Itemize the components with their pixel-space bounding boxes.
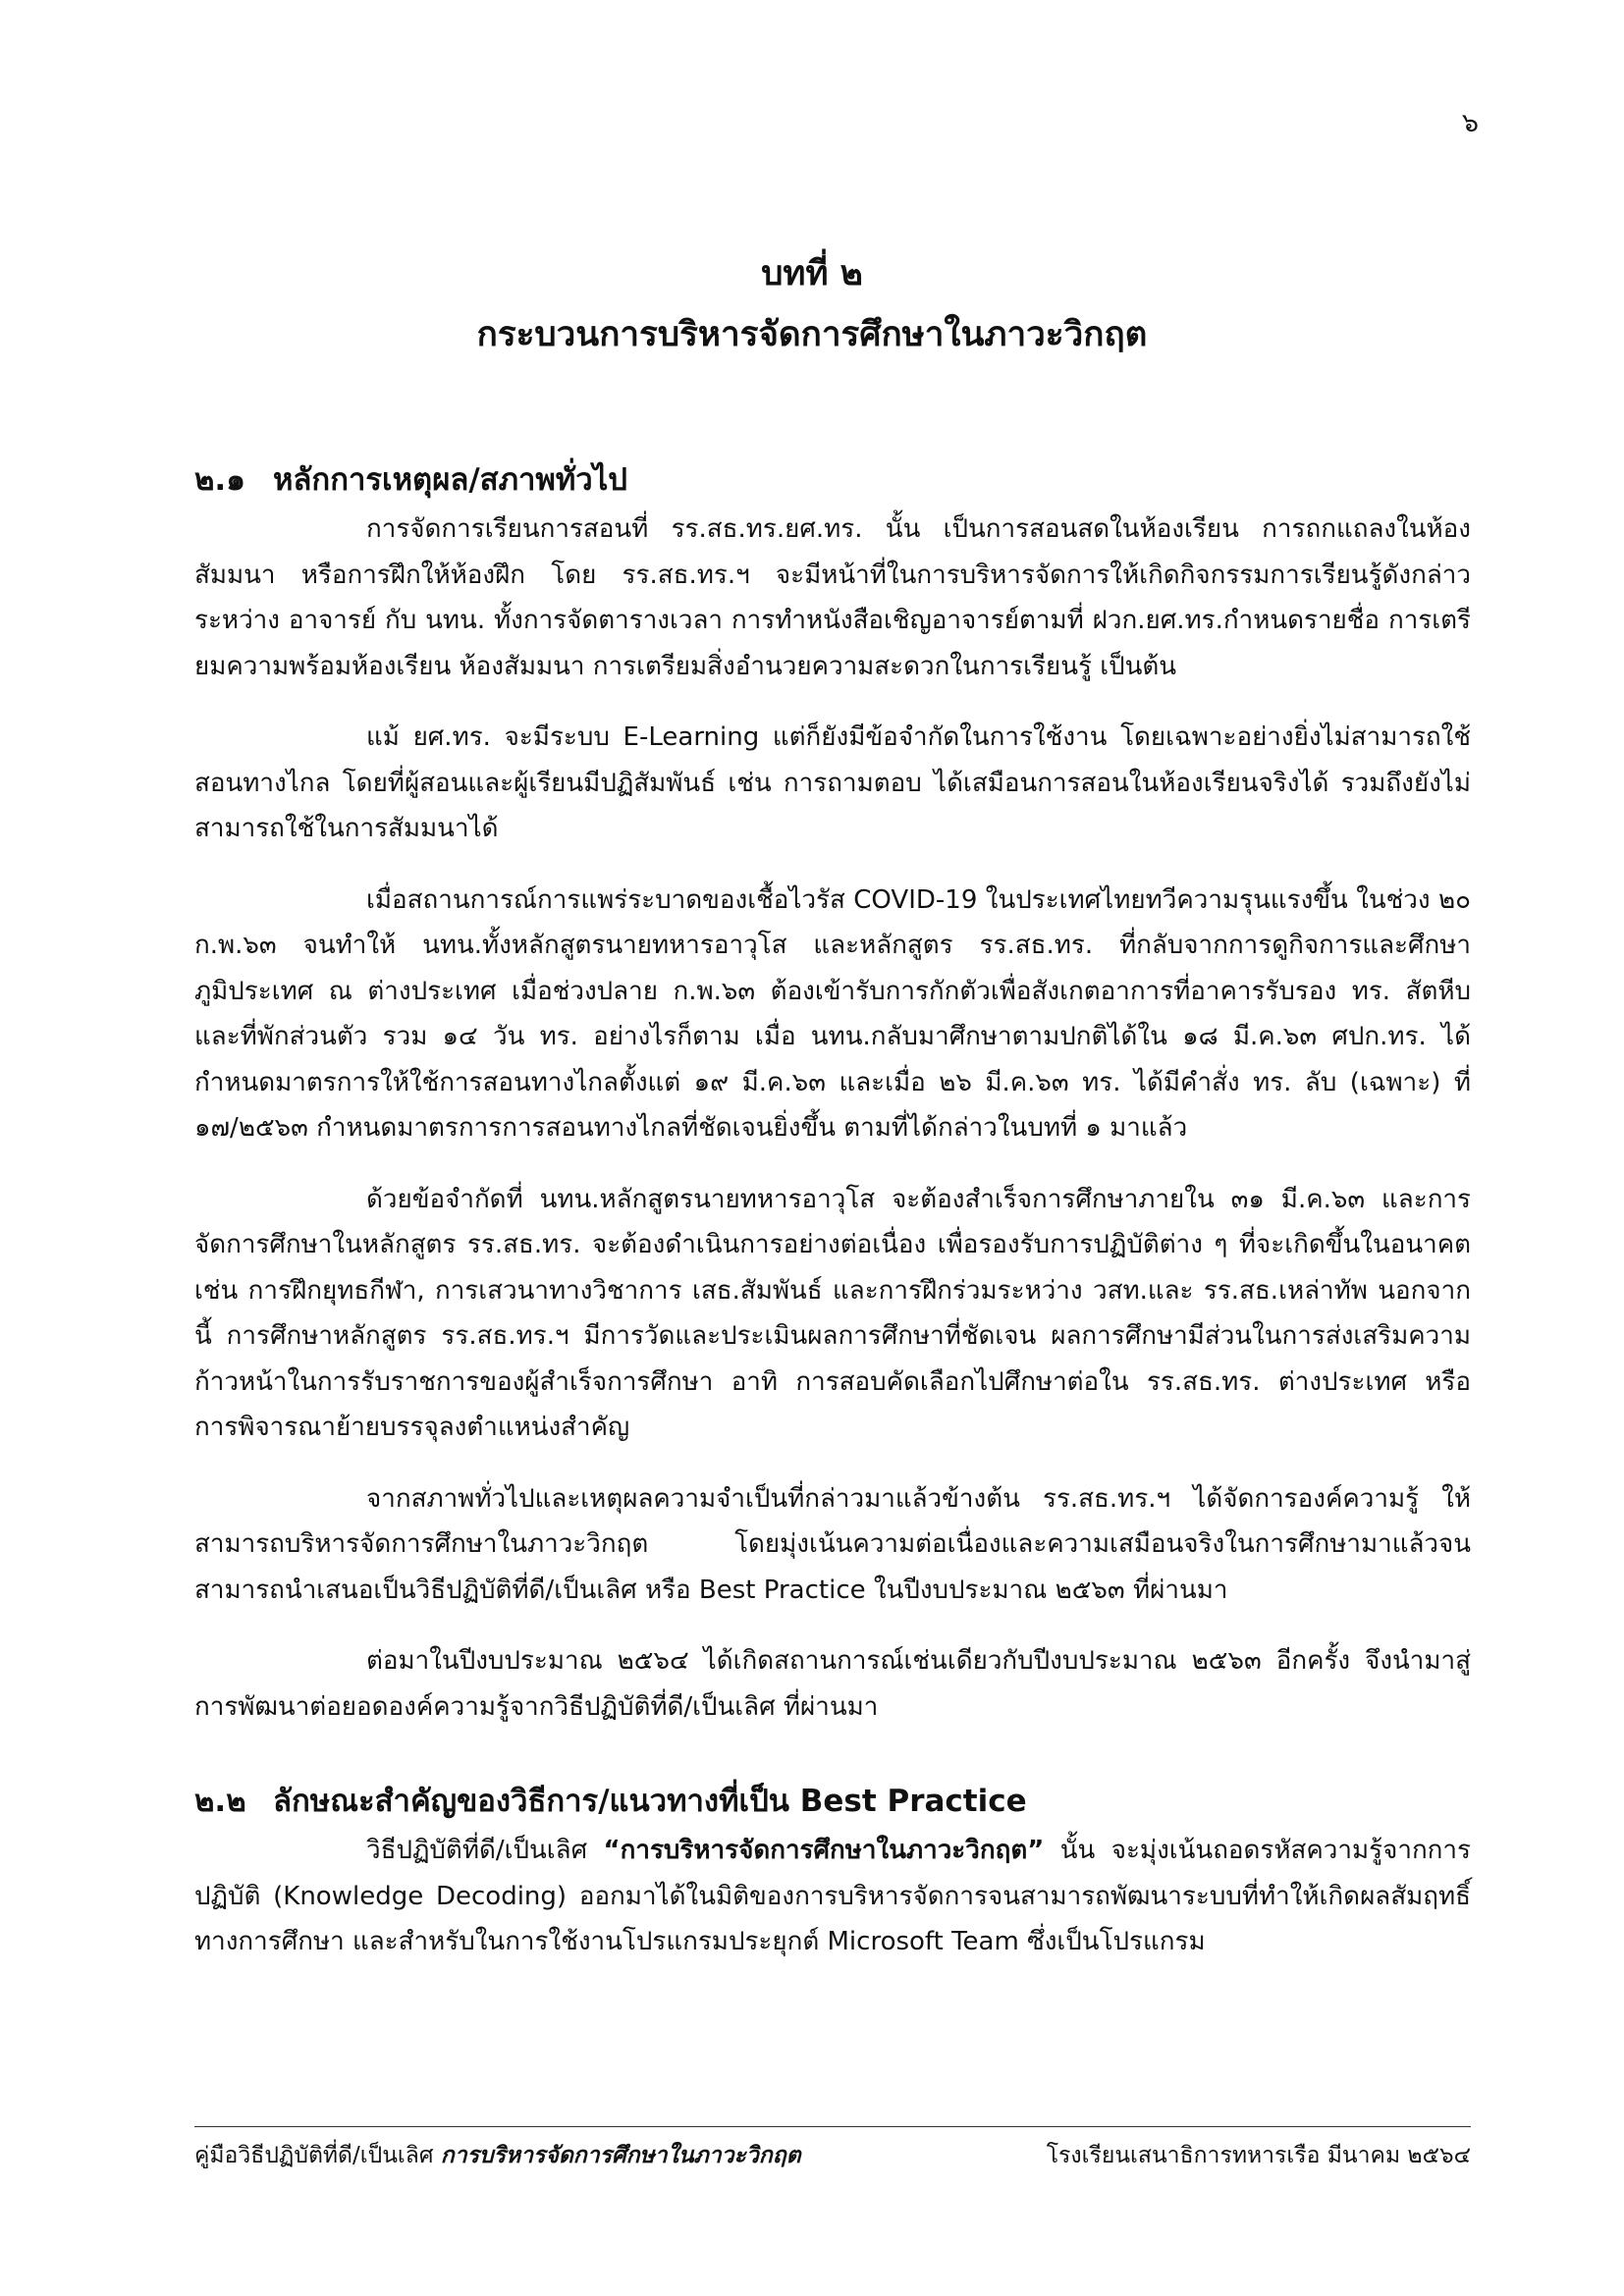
chapter-label: บทที่ ๒ (761, 254, 863, 294)
paragraph: เมื่อสถานการณ์การแพร่ระบาดของเชื้อไวรัส COVID-19 ในประเทศไทยทวีความรุนแรงขึ้น ในช่วง ๒๐ ก.พ.๖๓ จนทำให้ นทน.ทั้งหลักสูตรนายทหารอาวุโส และหลักสูตร รร.สธ.ทร. ที่กลับจากการดูกิจการและศึกษาภูมิประเทศ ณ ต่างประเทศ เมื่อช่วงปลาย ก.พ.๖๓ ต้องเข้ารับการกักตัวเพื่อสังเกตอาการที่อาคารรับรอง ทร. สัตหีบ และที่พักส่วนตัว รวม ๑๔ วัน ทร. อย่างไรก็ตาม เมื่อ นทน.กลับมาศึกษาตามปกติได้ใน ๑๘ มี.ค.๖๓ ศปก.ทร. ได้กำหนดมาตรการให้ใช้การสอนทางไกลตั้งแต่ ๑๙ มี.ค.๖๓ และเมื่อ ๒๖ มี.ค.๖๓ ทร. ได้มีคำสั่ง ทร. ลับ (เฉพาะ) ที่ ๑๗/๒๕๖๓ กำหนดมาตรการการสอนทางไกลที่ชัดเจนยิ่งขึ้น ตามที่ได้กล่าวในบทที่ ๑ มาแล้ว (194, 884, 1471, 1143)
paragraph: จากสภาพทั่วไปและเหตุผลความจำเป็นที่กล่าวมาแล้วข้างต้น รร.สธ.ทร.ฯ ได้จัดการองค์ความรู้ ให้สามารถบริหารจัดการศึกษาในภาวะวิกฤต โดยมุ่งเน้นความต่อเนื่องและความเสมือนจริงในการศึกษามาแล้วจนสามารถนำเสนอเป็นวิธีปฏิบัติที่ดี/เป็นเลิศ หรือ Best Practice ในปีงบประมาณ ๒๕๖๓ ที่ผ่านมา (194, 1483, 1471, 1605)
page-number: ๖ (1461, 108, 1479, 138)
section-heading-2-2 (194, 1775, 1471, 1828)
intro-text: วิธีปฏิบัติที่ดี/เป็นเลิศ (366, 1836, 604, 1865)
emphasized-title: “การบริหารจัดการศึกษาในภาวะวิกฤต” (603, 1836, 1045, 1865)
page-content (194, 454, 1471, 1965)
paragraph: การจัดการเรียนการสอนที่ รร.สธ.ทร.ยศ.ทร. นั้น เป็นการสอนสดในห้องเรียน การถกแถลงในห้องสัมมนา หรือการฝึกให้ห้องฝึก โดย รร.สธ.ทร.ฯ จะมีหน้าที่ในการบริหารจัดการให้เกิดกิจกรรมการเรียนรู้ดังกล่าว ระหว่าง อาจารย์ กับ นทน. ทั้งการจัดตารางเวลา การทำหนังสือเชิญอาจารย์ตามที่ ฝวก.ยศ.ทร.กำหนดรายชื่อ การเตรียมความพร้อมห้องเรียน ห้องสัมมนา การเตรียมสิ่งอำนวยความสะดวกในการเรียนรู้ เป็นต้น (194, 514, 1471, 681)
section-number: ๒.๒ (194, 1784, 246, 1819)
section-number: ๒.๑ (194, 462, 245, 498)
paragraph: แม้ ยศ.ทร. จะมีระบบ E-Learning แต่ก็ยังมีข้อจำกัดในการใช้งาน โดยเฉพาะอย่างยิ่งไม่สามารถใช้สอนทางไกล โดยที่ผู้สอนและผู้เรียนมีปฏิสัมพันธ์ เช่น การถามตอบ ได้เสมือนการสอนในห้องเรียนจริงได้ รวมถึงยังไม่สามารถใช้ในการสัมมนาได้ (194, 722, 1471, 843)
paragraph: ต่อมาในปีงบประมาณ ๒๕๖๔ ได้เกิดสถานการณ์เช่นเดียวกับปีงบประมาณ ๒๕๖๓ อีกครั้ง จึงนำมาสู่การพัฒนาต่อยอดองค์ความรู้จากวิธีปฏิบัติที่ดี/เป็นเลิศ ที่ผ่านมา (194, 1646, 1471, 1722)
section-title: ลักษณะสำคัญของวิธีการ/แนวทางที่เป็น Best Practice (273, 1784, 1027, 1819)
paragraph: ด้วยข้อจำกัดที่ นทน.หลักสูตรนายทหารอาวุโส จะต้องสำเร็จการศึกษาภายใน ๓๑ มี.ค.๖๓ และการจัดการศึกษาในหลักสูตร รร.สธ.ทร. จะต้องดำเนินการอย่างต่อเนื่อง เพื่อรองรับการปฏิบัติต่าง ๆ ที่จะเกิดขึ้นในอนาคต เช่น การฝึกยุทธกีฬา, การเสวนาทางวิชาการ เสธ.สัมพันธ์ และการฝึกร่วมระหว่าง วสท.และ รร.สธ.เหล่าทัพ นอกจากนี้ การศึกษาหลักสูตร รร.สธ.ทร.ฯ มีการวัดและประเมินผลการศึกษาที่ชัดเจน ผลการศึกษามีส่วนในการส่งเสริมความก้าวหน้าในการรับราชการของผู้สำเร็จการศึกษา อาทิ การสอบคัดเลือกไปศึกษาต่อใน รร.สธ.ทร. ต่างประเทศ หรือ การพิจารณาย้ายบรรจุลงตำแหน่งสำคัญ (194, 1184, 1471, 1442)
section-heading-2-1 (194, 454, 1471, 507)
chapter-title: กระบวนการบริหารจัดการศึกษาในภาวะวิกฤต (476, 315, 1148, 354)
footer-document-title (194, 2138, 801, 2173)
footer-title: การบริหารจัดการศึกษาในภาวะวิกฤต (440, 2143, 801, 2168)
paragraph (194, 1828, 1471, 1965)
intro-text-continued: นั้น จะมุ่งเน้นถอดรหัสความรู้จากการปฏิบัติ (Knowledge Decoding) ออกมาได้ในมิติของการบริหารจัดการจนสามารถพัฒนาระบบที่ทำให้เกิดผลสัมฤทธิ์ทางการศึกษา และสำหรับในการใช้งานโปรแกรมประยุกต์ Microsoft Team ซึ่งเป็นโปรแกรม (194, 1836, 1471, 1956)
footer-prefix: คู่มือวิธีปฏิบัติที่ดี/เป็นเลิศ (194, 2143, 441, 2168)
footer-organization-date: โรงเรียนเสนาธิการทหารเรือ มีนาคม ๒๕๖๔ (1046, 2143, 1471, 2168)
footer-divider (194, 2126, 1471, 2127)
chapter-header (0, 243, 1624, 365)
section-title: หลักการเหตุผล/สภาพทั่วไป (273, 462, 627, 498)
